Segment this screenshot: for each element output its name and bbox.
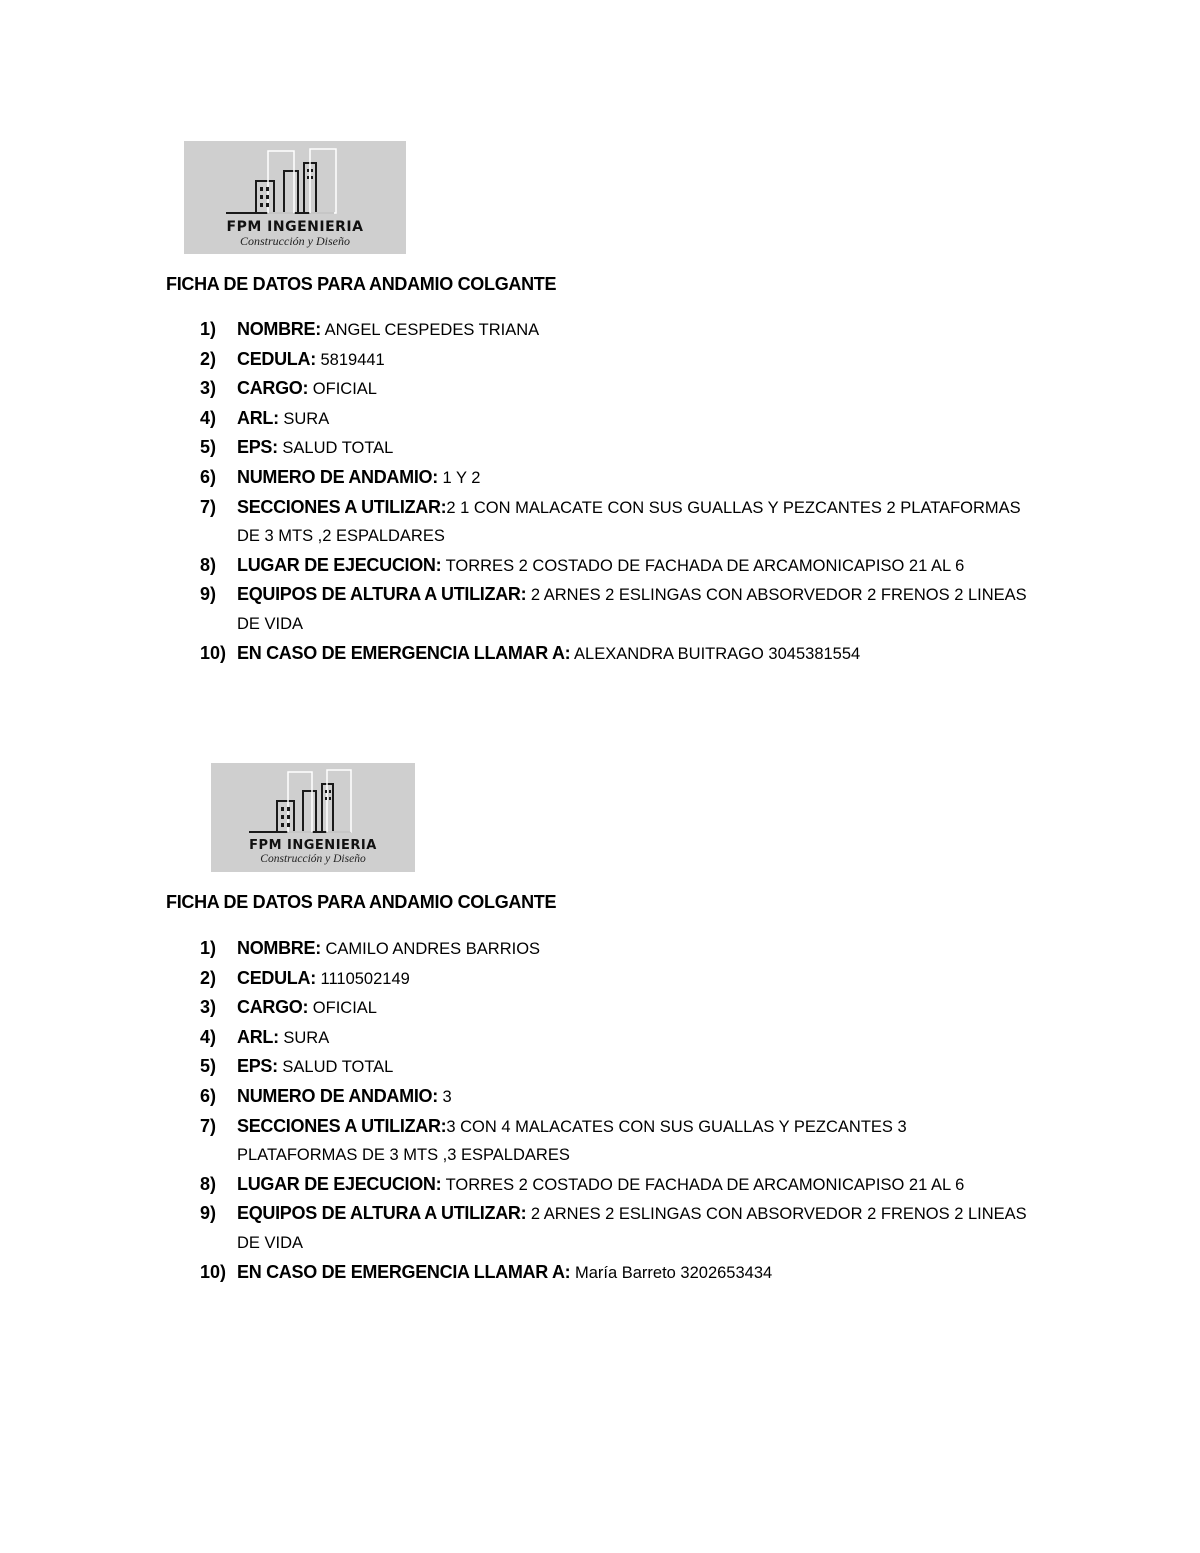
- item-value: ANGEL CESPEDES TRIANA: [320, 321, 540, 339]
- list-item: [200, 639, 1030, 669]
- list-item: [200, 315, 1030, 345]
- item-label: NUMERO DE ANDAMIO:: [237, 466, 438, 487]
- item-number: 9): [200, 1203, 217, 1224]
- item-value: SALUD TOTAL: [277, 439, 394, 458]
- item-number: 4): [200, 407, 217, 428]
- item-label: NUMERO DE ANDAMIO:: [237, 1085, 438, 1106]
- list-item: [200, 345, 1030, 375]
- list-item: [200, 404, 1030, 434]
- list-item: [200, 433, 1030, 463]
- list-item: [200, 1258, 1030, 1288]
- item-label: EQUIPOS DE ALTURA A UTILIZAR:: [237, 584, 527, 605]
- list-item: [200, 1112, 1030, 1170]
- item-value: TORRES 2 COSTADO DE FACHADA DE ARCAMONICAPISO 21 AL 6: [441, 556, 965, 575]
- item-number: 10): [200, 1261, 227, 1282]
- item-label: LUGAR DE EJECUCION:: [237, 1173, 442, 1194]
- item-label: CEDULA:: [237, 348, 316, 369]
- item-value: 1110502149: [315, 969, 410, 988]
- item-value: SALUD TOTAL: [277, 1058, 394, 1077]
- item-label: CARGO:: [237, 378, 309, 399]
- logo-brand: FPM INGENIERIA: [249, 838, 377, 853]
- logo-tagline: Construcción y Diseño: [240, 234, 350, 248]
- item-number: 7): [200, 1115, 217, 1136]
- list-item: [200, 551, 1030, 581]
- list-item: [200, 463, 1030, 493]
- item-label: ARL:: [237, 1026, 279, 1047]
- item-number: 6): [200, 466, 217, 487]
- item-number: 2): [200, 967, 217, 988]
- item-value: María Barreto 3202653434: [570, 1263, 773, 1282]
- item-label: NOMBRE:: [237, 319, 321, 339]
- list-item: [200, 1052, 1030, 1082]
- data-list: [200, 934, 1030, 1287]
- list-item: [200, 1170, 1030, 1200]
- item-number: 8): [200, 1173, 217, 1194]
- list-item: [200, 374, 1030, 404]
- item-value: OFICIAL: [308, 999, 377, 1018]
- item-value: TORRES 2 COSTADO DE FACHADA DE ARCAMONICAPISO 21 AL 6: [441, 1175, 965, 1194]
- item-number: 3): [200, 997, 217, 1018]
- item-number: 5): [200, 437, 217, 458]
- item-value: SURA: [278, 1028, 330, 1047]
- list-item: [200, 964, 1030, 994]
- item-number: 10): [200, 642, 227, 663]
- item-value: 3: [437, 1087, 452, 1106]
- list-item: [200, 1082, 1030, 1112]
- item-label: EN CASO DE EMERGENCIA LLAMAR A:: [237, 642, 571, 663]
- item-number: 2): [200, 348, 217, 369]
- list-item: [200, 580, 1030, 638]
- item-value: 3 CON 4 MALACATES CON SUS GUALLAS Y PEZCANTES 3 PLATAFORMAS DE 3 MTS ,3 ESPALDARES: [237, 1117, 907, 1165]
- item-label: EN CASO DE EMERGENCIA LLAMAR A:: [237, 1261, 571, 1282]
- item-number: 1): [200, 319, 217, 339]
- item-value: 2 ARNES 2 ESLINGAS CON ABSORVEDOR 2 FRENOS 2 LINEAS DE VIDA: [237, 1205, 1027, 1252]
- company-logo: [211, 763, 415, 872]
- item-value: 2 1 CON MALACATE CON SUS GUALLAS Y PEZCANTES 2 PLATAFORMAS DE 3 MTS ,2 ESPALDARES: [237, 498, 1021, 546]
- item-number: 8): [200, 554, 217, 575]
- item-number: 9): [200, 584, 217, 605]
- item-label: SECCIONES A UTILIZAR:: [237, 1115, 447, 1136]
- sheet-title: FICHA DE DATOS PARA ANDAMIO COLGANTE: [166, 892, 557, 912]
- item-number: 6): [200, 1085, 217, 1106]
- list-item: [200, 493, 1030, 551]
- item-value: OFICIAL: [308, 380, 377, 399]
- item-label: SECCIONES A UTILIZAR:: [237, 496, 447, 517]
- item-value: 5819441: [315, 350, 385, 369]
- item-label: NOMBRE:: [237, 938, 321, 958]
- item-number: 4): [200, 1026, 217, 1047]
- logo-tagline: Construcción y Diseño: [260, 853, 366, 865]
- item-label: EQUIPOS DE ALTURA A UTILIZAR:: [237, 1203, 527, 1224]
- item-label: ARL:: [237, 407, 279, 428]
- company-logo: [184, 141, 406, 254]
- item-number: 1): [200, 938, 217, 958]
- item-value: ALEXANDRA BUITRAGO 3045381554: [570, 644, 861, 663]
- sheet-title: FICHA DE DATOS PARA ANDAMIO COLGANTE: [166, 274, 557, 294]
- item-number: 3): [200, 378, 217, 399]
- item-value: 1 Y 2: [437, 468, 481, 487]
- item-value: SURA: [278, 409, 330, 428]
- list-item: [200, 1199, 1030, 1257]
- item-number: 7): [200, 496, 217, 517]
- item-value: 2 ARNES 2 ESLINGAS CON ABSORVEDOR 2 FRENOS 2 LINEAS DE VIDA: [237, 586, 1027, 633]
- item-number: 5): [200, 1056, 217, 1077]
- item-label: LUGAR DE EJECUCION:: [237, 554, 442, 575]
- logo-brand: FPM INGENIERIA: [226, 219, 364, 235]
- list-item: [200, 934, 1030, 964]
- list-item: [200, 1023, 1030, 1053]
- item-label: EPS:: [237, 1056, 278, 1077]
- list-item: [200, 993, 1030, 1023]
- item-label: CARGO:: [237, 997, 309, 1018]
- item-label: CEDULA:: [237, 967, 316, 988]
- item-value: CAMILO ANDRES BARRIOS: [320, 940, 541, 958]
- item-label: EPS:: [237, 437, 278, 458]
- data-list: [200, 315, 1030, 668]
